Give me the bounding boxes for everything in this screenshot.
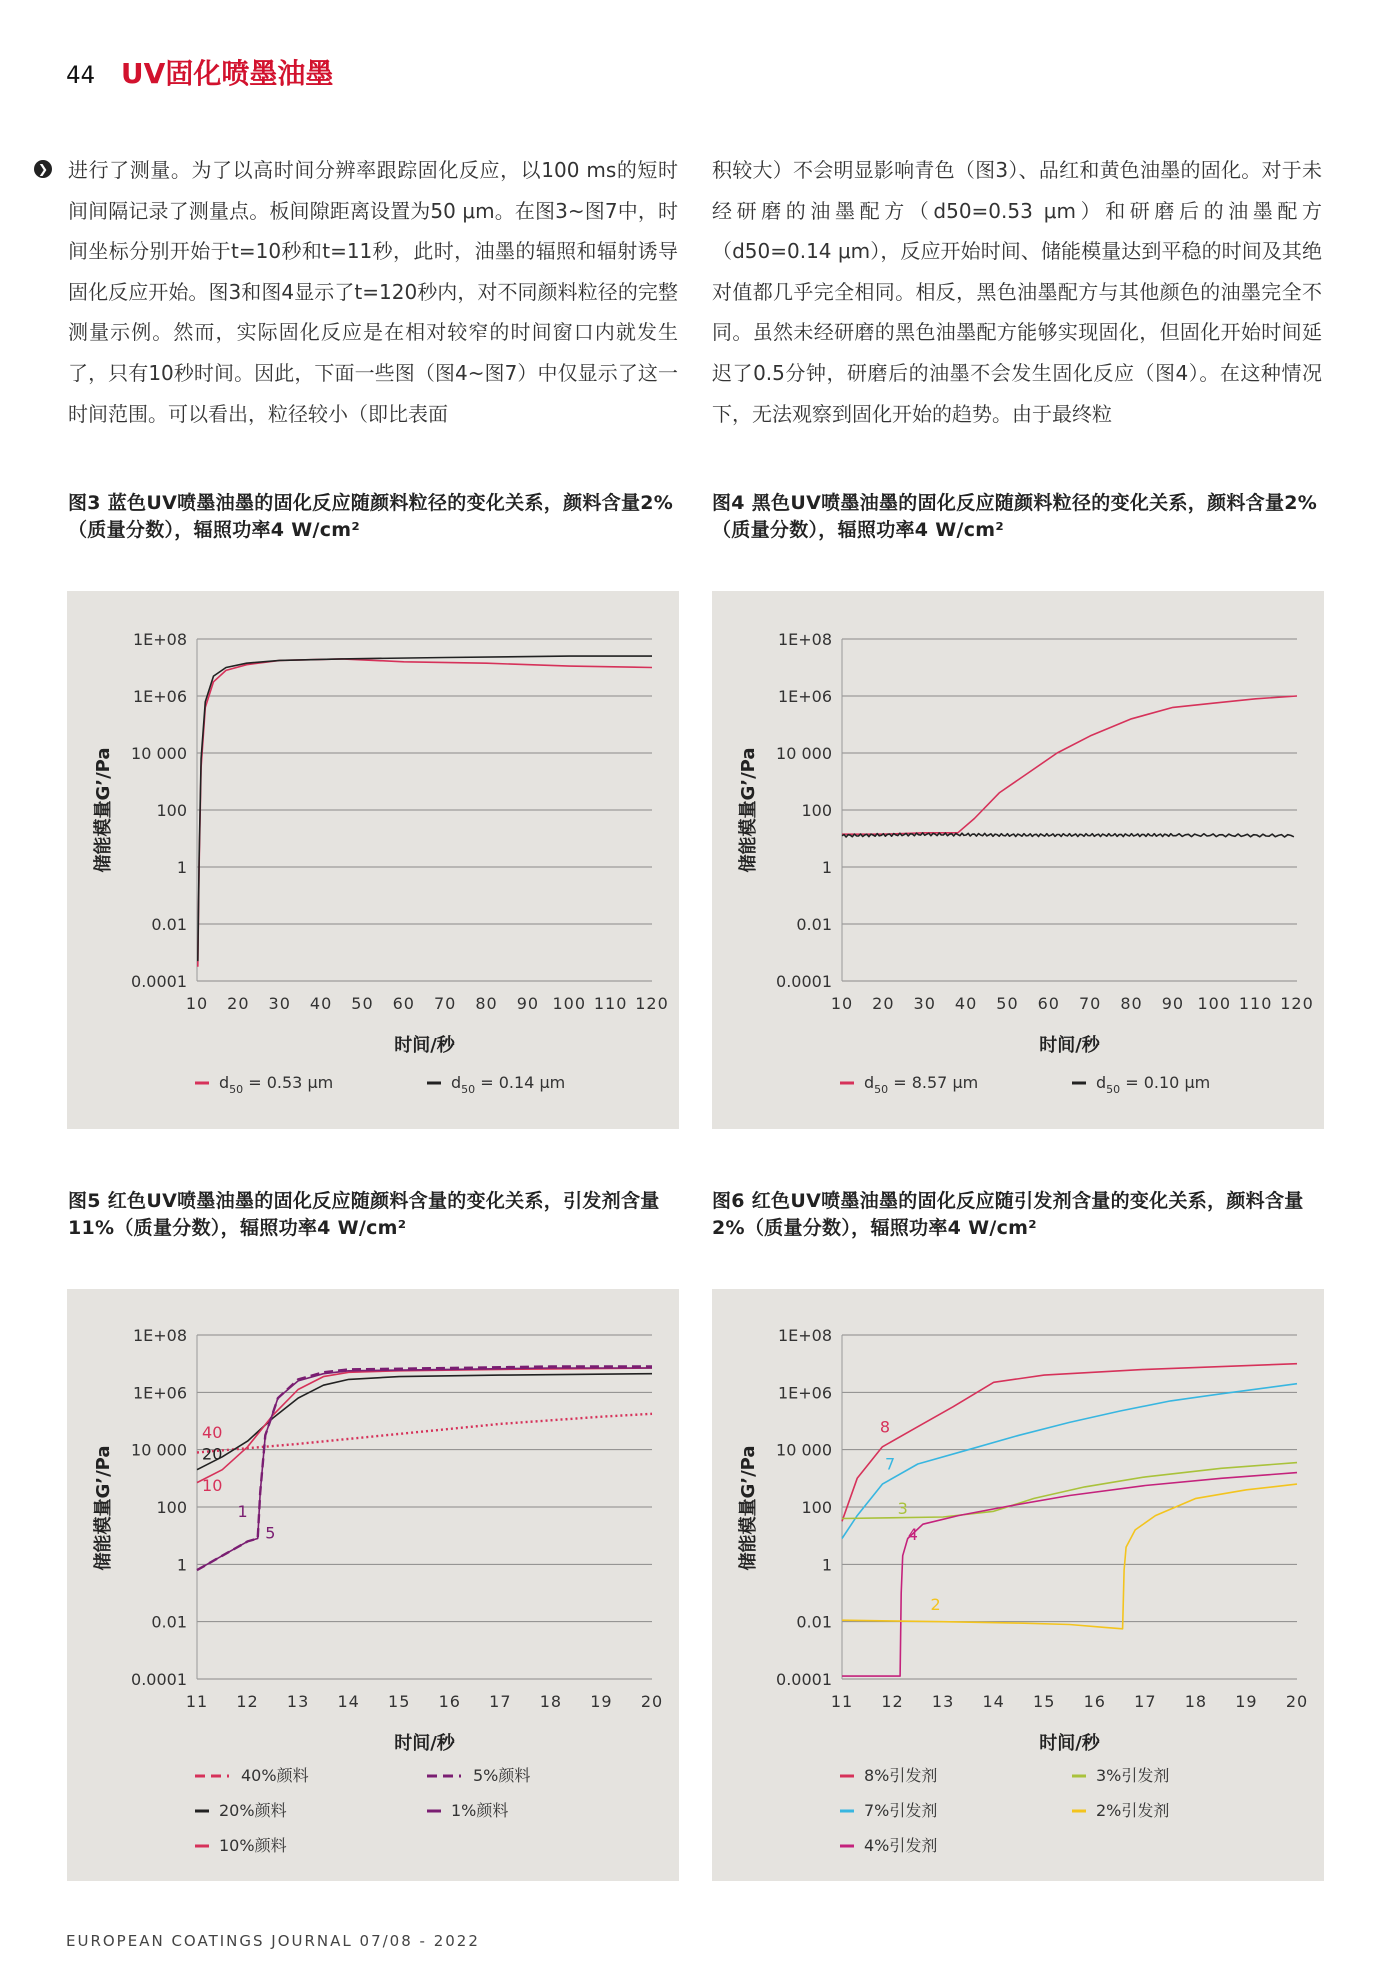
x-tick-label: 30 xyxy=(913,994,936,1013)
figure-caption-3: 图3 蓝色UV喷墨油墨的固化反应随颜料粒径的变化关系，颜料含量2%（质量分数），辐照功率4 W/cm² xyxy=(68,492,674,541)
series-annotation: 1 xyxy=(237,1502,248,1522)
y-axis-label: 储能模量G’/Pa xyxy=(93,747,114,873)
x-tick-label: 80 xyxy=(475,994,498,1013)
x-axis-label: 时间/秒 xyxy=(394,1733,455,1754)
x-tick-label: 19 xyxy=(1235,1692,1258,1711)
series-annotation: 3 xyxy=(897,1499,908,1519)
x-tick-label: 17 xyxy=(1134,1692,1157,1711)
legend-item xyxy=(1072,1766,1169,1785)
legend-item xyxy=(427,1073,565,1096)
x-tick-label: 12 xyxy=(881,1692,904,1711)
y-tick-label: 1 xyxy=(176,1555,187,1575)
legend-item xyxy=(840,1801,937,1820)
y-tick-label: 1 xyxy=(176,858,187,877)
legend-item xyxy=(195,1073,333,1096)
series-line xyxy=(197,1368,652,1483)
x-tick-label: 16 xyxy=(438,1692,461,1711)
series-line xyxy=(842,696,1297,834)
x-tick-label: 40 xyxy=(954,994,978,1013)
x-tick-label: 15 xyxy=(1033,1692,1056,1711)
x-tick-label: 110 xyxy=(593,994,628,1013)
y-tick-label: 10 000 xyxy=(131,1440,187,1460)
legend-label: 4%引发剂 xyxy=(864,1836,938,1855)
series-annotation: 20 xyxy=(202,1444,223,1464)
y-tick-label: 1E+08 xyxy=(777,630,832,649)
series-annotation: 40 xyxy=(202,1423,223,1443)
x-tick-label: 15 xyxy=(388,1692,411,1711)
y-tick-label: 0.0001 xyxy=(131,1670,187,1689)
x-tick-label: 10 xyxy=(185,994,209,1013)
y-axis-label: 储能模量G’/Pa xyxy=(93,1445,114,1571)
legend-label: 40%颜料 xyxy=(241,1766,309,1785)
y-tick-label: 0.01 xyxy=(796,1612,832,1632)
chart-fig4 xyxy=(712,591,1324,1129)
y-tick-label: 0.01 xyxy=(151,915,187,934)
x-axis-label: 时间/秒 xyxy=(394,1035,455,1056)
y-tick-label: 0.0001 xyxy=(776,972,832,991)
x-tick-label: 16 xyxy=(1083,1692,1106,1711)
x-tick-label: 30 xyxy=(268,994,291,1013)
legend-item xyxy=(195,1766,309,1785)
legend-item xyxy=(840,1073,978,1096)
y-axis-label: 储能模量G’/Pa xyxy=(738,1445,759,1571)
y-tick-label: 1E+08 xyxy=(132,1326,187,1345)
x-tick-label: 18 xyxy=(1184,1692,1208,1711)
legend-item xyxy=(840,1836,937,1855)
page-header xyxy=(66,52,333,92)
legend-item xyxy=(427,1801,508,1820)
series-line xyxy=(842,1364,1297,1522)
x-tick-label: 60 xyxy=(392,994,415,1013)
series-line xyxy=(842,1463,1297,1519)
x-tick-label: 70 xyxy=(434,994,457,1013)
legend-item xyxy=(195,1836,287,1855)
legend-item xyxy=(840,1766,937,1785)
x-tick-label: 13 xyxy=(286,1692,310,1711)
series-line xyxy=(842,1473,1297,1677)
x-tick-label: 120 xyxy=(635,994,669,1013)
y-tick-label: 10 000 xyxy=(776,744,832,763)
chart-panel-fig6 xyxy=(712,1289,1324,1881)
x-tick-label: 18 xyxy=(539,1692,563,1711)
x-tick-label: 13 xyxy=(931,1692,955,1711)
x-tick-label: 90 xyxy=(516,994,540,1013)
y-tick-label: 1 xyxy=(821,858,832,877)
x-tick-label: 120 xyxy=(1280,994,1314,1013)
x-tick-label: 100 xyxy=(552,994,587,1013)
legend-label: 1%颜料 xyxy=(451,1801,509,1820)
y-tick-label: 100 xyxy=(801,1498,832,1517)
x-tick-label: 11 xyxy=(830,1692,854,1711)
series-annotation: 5 xyxy=(265,1523,276,1543)
x-tick-label: 11 xyxy=(185,1692,209,1711)
legend-label: 8%引发剂 xyxy=(864,1766,938,1785)
y-tick-label: 100 xyxy=(801,801,832,820)
chart-fig6 xyxy=(712,1289,1324,1881)
x-tick-label: 100 xyxy=(1197,994,1232,1013)
x-tick-label: 50 xyxy=(351,994,374,1013)
y-tick-label: 0.0001 xyxy=(131,972,187,991)
y-tick-label: 0.01 xyxy=(151,1612,187,1632)
x-tick-label: 90 xyxy=(1161,994,1185,1013)
legend-label: $d_{50} = 0.14$ μm xyxy=(451,1073,566,1096)
series-line xyxy=(197,1374,652,1470)
series-annotation: 10 xyxy=(202,1476,223,1496)
y-tick-label: 100 xyxy=(156,1498,187,1517)
y-tick-label: 1E+08 xyxy=(132,630,187,649)
x-tick-label: 70 xyxy=(1079,994,1102,1013)
x-tick-label: 40 xyxy=(309,994,333,1013)
legend-label: 7%引发剂 xyxy=(864,1801,938,1820)
x-tick-label: 20 xyxy=(227,994,250,1013)
y-tick-label: 1E+06 xyxy=(777,687,832,706)
x-tick-label: 20 xyxy=(1285,1692,1309,1711)
x-tick-label: 110 xyxy=(1238,994,1273,1013)
y-tick-label: 1E+06 xyxy=(132,687,187,706)
legend-label: 3%引发剂 xyxy=(1096,1766,1170,1785)
series-annotation: 8 xyxy=(879,1417,891,1437)
y-tick-label: 10 000 xyxy=(776,1440,832,1460)
series-line xyxy=(842,1484,1297,1629)
x-tick-label: 19 xyxy=(590,1692,613,1711)
x-tick-label: 12 xyxy=(236,1692,259,1711)
x-tick-label: 60 xyxy=(1037,994,1060,1013)
legend-item xyxy=(195,1801,287,1820)
x-tick-label: 17 xyxy=(489,1692,512,1711)
figure-caption-4: 图4 黑色UV喷墨油墨的固化反应随颜料粒径的变化关系，颜料含量2%（质量分数），辐照功率4 W/cm² xyxy=(712,492,1318,541)
series-annotation: 7 xyxy=(884,1454,896,1474)
y-tick-label: 0.0001 xyxy=(776,1670,832,1689)
journal-footer: EUROPEAN COATINGS JOURNAL 07/08 - 2022 xyxy=(66,1932,480,1950)
y-tick-label: 0.01 xyxy=(796,915,832,934)
y-axis-label: 储能模量G’/Pa xyxy=(738,747,759,873)
y-tick-label: 10 000 xyxy=(131,744,187,763)
x-axis-label: 时间/秒 xyxy=(1039,1733,1100,1754)
chart-panel-fig3 xyxy=(67,591,679,1129)
legend-label: $d_{50} = 0.53$ μm xyxy=(219,1073,334,1096)
x-tick-label: 80 xyxy=(1120,994,1143,1013)
series-line xyxy=(198,659,652,967)
chevron-right-icon: ❯ xyxy=(34,160,52,178)
series-line xyxy=(842,833,1294,837)
legend-label: 2%引发剂 xyxy=(1096,1801,1170,1820)
x-tick-label: 20 xyxy=(640,1692,664,1711)
chart-fig5 xyxy=(67,1289,679,1881)
y-tick-label: 100 xyxy=(156,801,187,820)
x-axis-label: 时间/秒 xyxy=(1039,1035,1100,1056)
series-annotation: 4 xyxy=(907,1524,918,1544)
x-tick-label: 14 xyxy=(337,1692,360,1711)
series-annotation: 2 xyxy=(930,1595,941,1615)
legend-label: $d_{50} = 8.57$ μm xyxy=(864,1073,979,1096)
x-tick-label: 50 xyxy=(996,994,1019,1013)
section-title: UV固化喷墨油墨 xyxy=(120,57,334,90)
chart-panel-fig5 xyxy=(67,1289,679,1881)
body-text-left: 进行了测量。为了以高时间分辨率跟踪固化反应，以100 ms的短时间间隔记录了测量点。板间隙距离设置为50 μm。在图3~图7中，时间坐标分别开始于t=10秒和t=11秒，此时，油墨的辐照和辐射诱导固化反应开始。图3和图4显示了t=120秒内，对不同颜料粒径的完整测量示例。然而，实际固化反应是在相对较窄的时间窗口内就发生了，只有10秒时间。因此，下面一些图（图4~图7）中仅显示了这一时间范围。可以看出，粒径较小（即比表面 xyxy=(68,158,678,426)
legend-item xyxy=(1072,1073,1210,1096)
figure-caption-6: 图6 红色UV喷墨油墨的固化反应随引发剂含量的变化关系，颜料含量2%（质量分数），辐照功率4 W/cm² xyxy=(712,1190,1304,1239)
y-tick-label: 1E+08 xyxy=(777,1326,832,1345)
x-tick-label: 14 xyxy=(982,1692,1005,1711)
page-number: 44 xyxy=(66,61,95,89)
figure-caption-5: 图5 红色UV喷墨油墨的固化反应随颜料含量的变化关系，引发剂含量11%（质量分数），辐照功率4 W/cm² xyxy=(68,1190,660,1239)
x-tick-label: 10 xyxy=(830,994,854,1013)
body-text-right: 积较大）不会明显影响青色（图3）、品红和黄色油墨的固化。对于未经研磨的油墨配方（d50=0.53 μm）和研磨后的油墨配方（d50=0.14 μm），反应开始时间、储能模量达到平稳的时间及其绝对值都几乎完全相同。相反，黑色油墨配方与其他颜色的油墨完全不同。虽然未经研磨的黑色油墨配方能够实现固化，但固化开始时间延迟了0.5分钟，研磨后的油墨不会发生固化反应（图4）。在这种情况下，无法观察到固化开始的趋势。由于最终粒 xyxy=(712,158,1322,426)
series-line xyxy=(198,656,652,961)
legend-label: 20%颜料 xyxy=(219,1801,287,1820)
series-line xyxy=(842,1384,1297,1539)
x-tick-label: 20 xyxy=(872,994,895,1013)
chart-fig3 xyxy=(67,591,679,1129)
legend-label: 5%颜料 xyxy=(473,1766,531,1785)
legend-item xyxy=(1072,1801,1169,1820)
y-tick-label: 1 xyxy=(821,1555,832,1575)
chart-panel-fig4 xyxy=(712,591,1324,1129)
legend-label: 10%颜料 xyxy=(219,1836,287,1855)
legend-item xyxy=(427,1766,530,1785)
y-tick-label: 1E+06 xyxy=(777,1383,832,1403)
legend-label: $d_{50} = 0.10$ μm xyxy=(1096,1073,1211,1096)
y-tick-label: 1E+06 xyxy=(132,1383,187,1403)
